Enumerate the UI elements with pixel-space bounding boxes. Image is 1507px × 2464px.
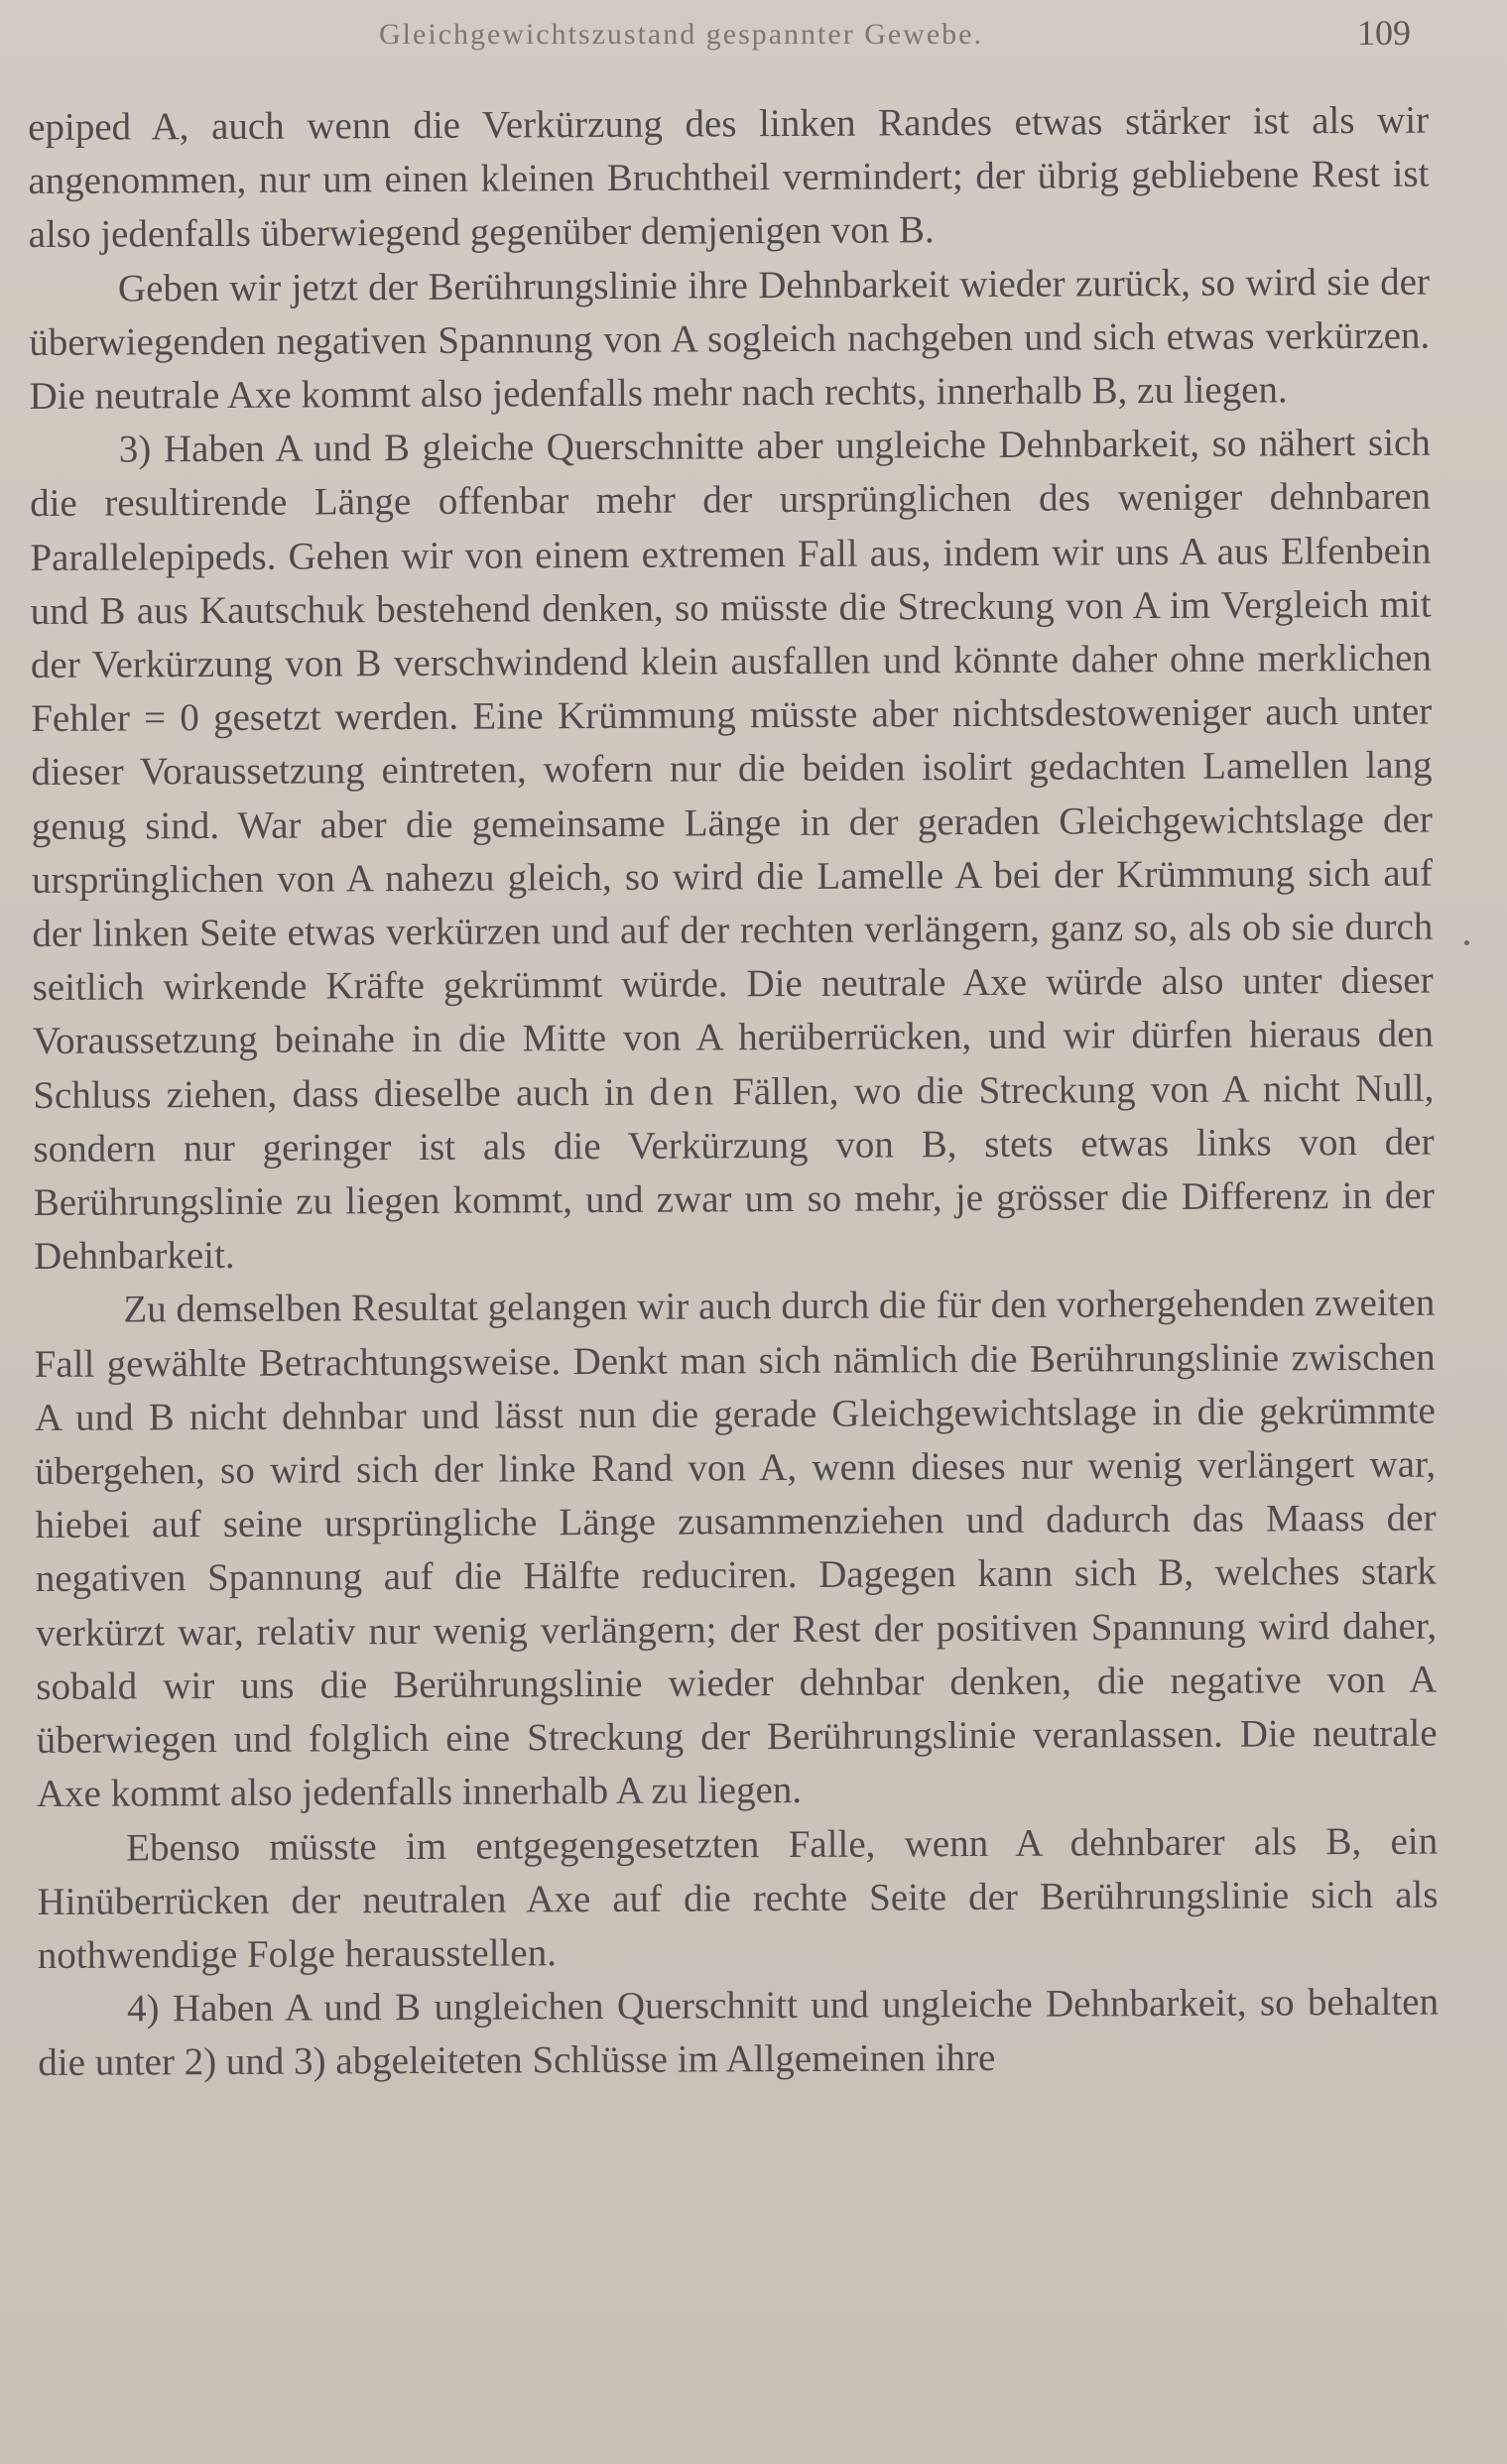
paragraph-2: Geben wir jetzt der Berührungslinie ihre Dehnbarkeit wieder zurück, so wird sie der überwiegenden negativen Spannung von A sogleich nachgeben und sich etwas verkürzen. Die neutrale Axe kommt also jedenfalls mehr nach rechts, innerhalb B, zu liegen. [29,260,1431,419]
paragraph-3 [30,417,1436,1285]
paragraph-5: Ebenso müsste im entgegengesetzten Falle, wenn A dehnbarer als B, ein Hinüberrücken der neutralen Axe auf die rechte Seite der Berührungslinie sich als nothwendige Folge herausstellen. [37,1819,1439,1977]
paragraph-1: epiped A, auch wenn die Verkürzung des linken Randes etwas stärker ist als wir angenommen, nur um einen kleinen Bruchtheil vermindert; der übrig gebliebene Rest ist also jedenfalls überwiegend gegenüber demjenigen von B. [28,98,1430,257]
paragraph-3-part-2: Fällen, wo die Streckung von A nicht Null, sondern nur geringer ist als die Verkürzung von B, stets etwas links von der Berührungslinie zu liegen kommt, und zwar um so mehr, je grösser die Differenz in der Dehnbarkeit. [33,1066,1435,1279]
paragraph-6: 4) Haben A und B ungleichen Querschnitt und ungleiche Dehnbarkeit, so behalten die unter 2) und 3) abgeleiteten Schlüsse im Allgemeinen ihre [38,1980,1440,2085]
body-text [28,94,1439,2091]
page-number: 109 [1357,13,1411,53]
paragraph-3-spaced-word: den [649,1070,717,1114]
running-head-title: Gleichgewichtszustand gespannter Gewebe. [379,18,983,51]
margin-ink-speck [1464,940,1469,945]
running-head [0,10,1507,60]
paragraph-4: Zu demselben Resultat gelangen wir auch durch die für den vorhergehenden zweiten Fall gewählte Betrachtungsweise. Denkt man sich nämlich die Berührungslinie zwischen A und B nicht dehnbar und lässt nun die gerade Gleichgewichtslage in die gekrümmte übergehen, so wird sich der linke Rand von A, wenn dieses nur wenig verlängert war, hiebei auf seine ursprüngliche Länge zusammenziehen und dadurch das Maass der negativen Spannung auf die Hälfte reduciren. Dagegen kann sich B, welches stark verkürzt war, relativ nur wenig verlängern; der Rest der positiven Spannung wird daher, sobald wir uns die Berührungslinie wieder dehnbar denken, die negative von A überwiegen und folglich eine Streckung der Berührungslinie veranlassen. Die neutrale Axe kommt also jedenfalls innerhalb A zu liegen. [34,1282,1438,1816]
paragraph-3-part-1: 3) Haben A und B gleiche Querschnitte aber ungleiche Dehnbarkeit, so nähert sich die resultirende Länge offenbar mehr der ursprünglichen des weniger dehnbaren Parallelepipeds. Gehen wir von einem extremen Fall aus, indem wir uns A aus Elfenbein und B aus Kautschuk bestehend denken, so müsste die Streckung von A im Vergleich mit der Verkürzung von B verschwindend klein ausfallen und könnte daher ohne merklichen Fehler = 0 gesetzt werden. Eine Krümmung müsste aber nichtsdestoweniger auch unter dieser Voraussetzung eintreten, wofern nur die beiden isolirt gedachten Lamellen lang genug sind. War aber die gemeinsame Länge in der geraden Gleichgewichtslage der ursprünglichen von A nahezu gleich, so wird die Lamelle A bei der Krümmung sich auf der linken Seite etwas verkürzen und auf der rechten verlängern, ganz so, als ob sie durch seitlich wirkende Kräfte gekrümmt würde. Die neutrale Axe würde also unter dieser Voraussetzung beinahe in die Mitte von A herüberrücken, und wir dürfen hieraus den Schluss ziehen, dass dieselbe auch in [30,421,1435,1117]
